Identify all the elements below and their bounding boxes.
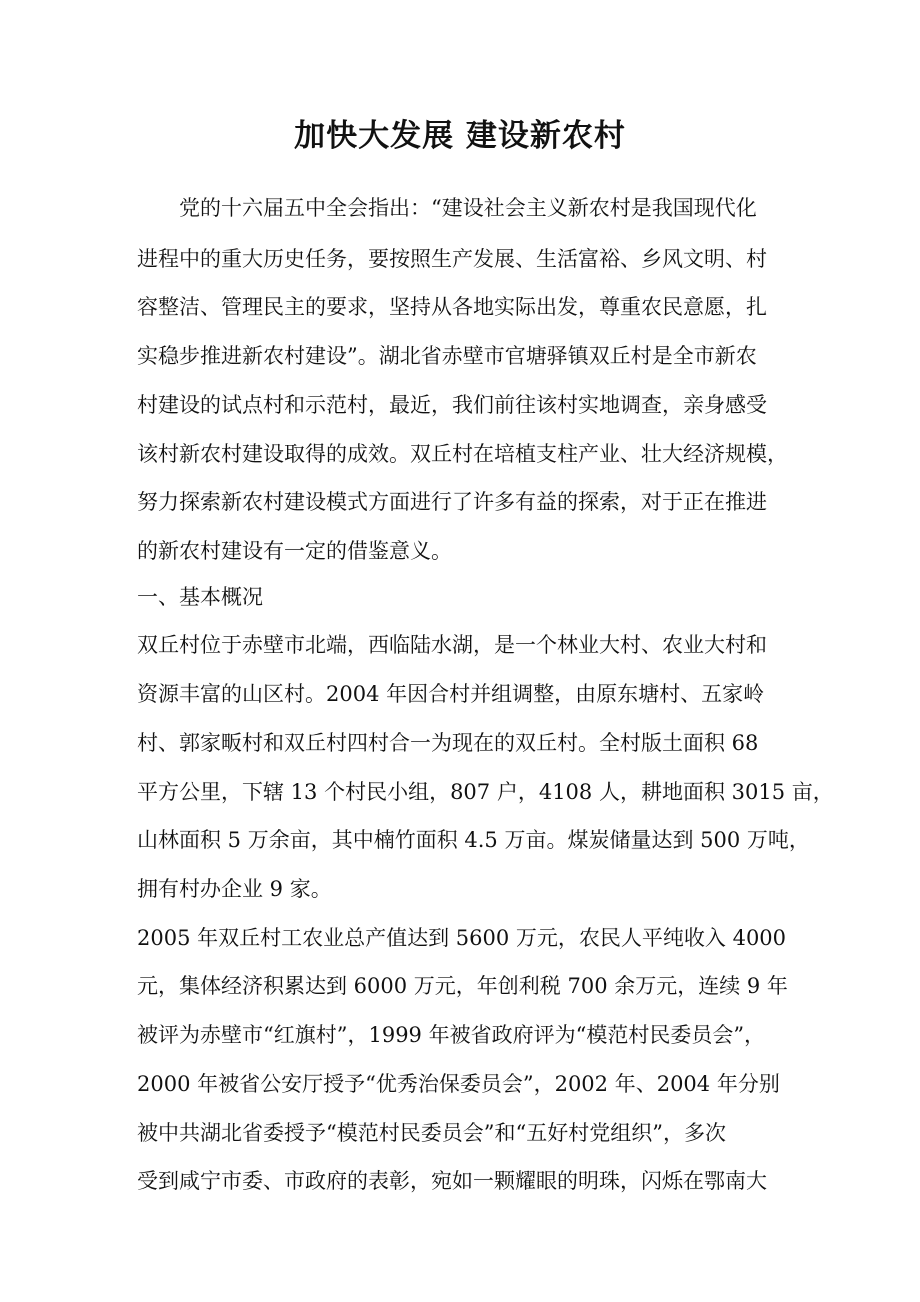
paragraph-line: 2000 年被省公安厅授予“优秀治保委员会”，2002 年、2004 年分别 xyxy=(137,1072,780,1096)
paragraph-line: 山林面积 5 万余亩，其中楠竹面积 4.5 万亩。煤炭储量达到 500 万吨， xyxy=(137,828,810,852)
paragraph-line: 村、郭家畈村和双丘村四村合一为现在的双丘村。全村版土面积 68 xyxy=(137,731,759,755)
paragraph-line: 受到咸宁市委、市政府的表彰，宛如一颗耀眼的明珠，闪烁在鄂南大 xyxy=(137,1169,767,1193)
paragraph-line: 党的十六届五中全会指出：“建设社会主义新农村是我国现代化 xyxy=(137,196,757,220)
paragraph-line: 进程中的重大历史任务，要按照生产发展、生活富裕、乡风文明、村 xyxy=(137,247,767,271)
paragraph-line: 资源丰富的山区村。2004 年因合村并组调整，由原东塘村、五家岭 xyxy=(137,682,765,706)
paragraph-line: 容整洁、管理民主的要求，坚持从各地实际出发，尊重农民意愿，扎 xyxy=(137,295,767,319)
paragraph-line: 2005 年双丘村工农业总产值达到 5600 万元，农民人平纯收入 4000 xyxy=(137,926,787,950)
paragraph-line: 元，集体经济积累达到 6000 万元，年创利税 700 余万元，连续 9 年 xyxy=(137,974,788,998)
paragraph-line: 村建设的试点村和示范村，最近，我们前往该村实地调查，亲身感受 xyxy=(137,393,767,417)
paragraph-line: 实稳步推进新农村建设”。湖北省赤壁市官塘驿镇双丘村是全市新农 xyxy=(137,344,757,368)
paragraph-line: 平方公里，下辖 13 个村民小组，807 户，4108 人，耕地面积 3015 亩， xyxy=(137,780,834,804)
paragraph-line: 该村新农村建设取得的成效。双丘村在培植支柱产业、壮大经济规模， xyxy=(137,442,788,466)
paragraph-line: 被中共湖北省委授予“模范村民委员会”和“五好村党组织”，多次 xyxy=(137,1121,726,1145)
paragraph-line: 双丘村位于赤壁市北端，西临陆水湖，是一个林业大村、农业大村和 xyxy=(137,633,767,657)
paragraph-line: 的新农村建设有一定的借鉴意义。 xyxy=(137,539,452,563)
document-title: 加快大发展 建设新农村 xyxy=(294,118,626,154)
paragraph-line: 被评为赤壁市“红旗村”，1999 年被省政府评为“模范村民委员会”， xyxy=(137,1023,766,1047)
section-heading: 一、基本概况 xyxy=(137,585,263,609)
paragraph-line: 努力探索新农村建设模式方面进行了许多有益的探索，对于正在推进 xyxy=(137,490,767,514)
paragraph-line: 拥有村办企业 9 家。 xyxy=(137,877,332,901)
